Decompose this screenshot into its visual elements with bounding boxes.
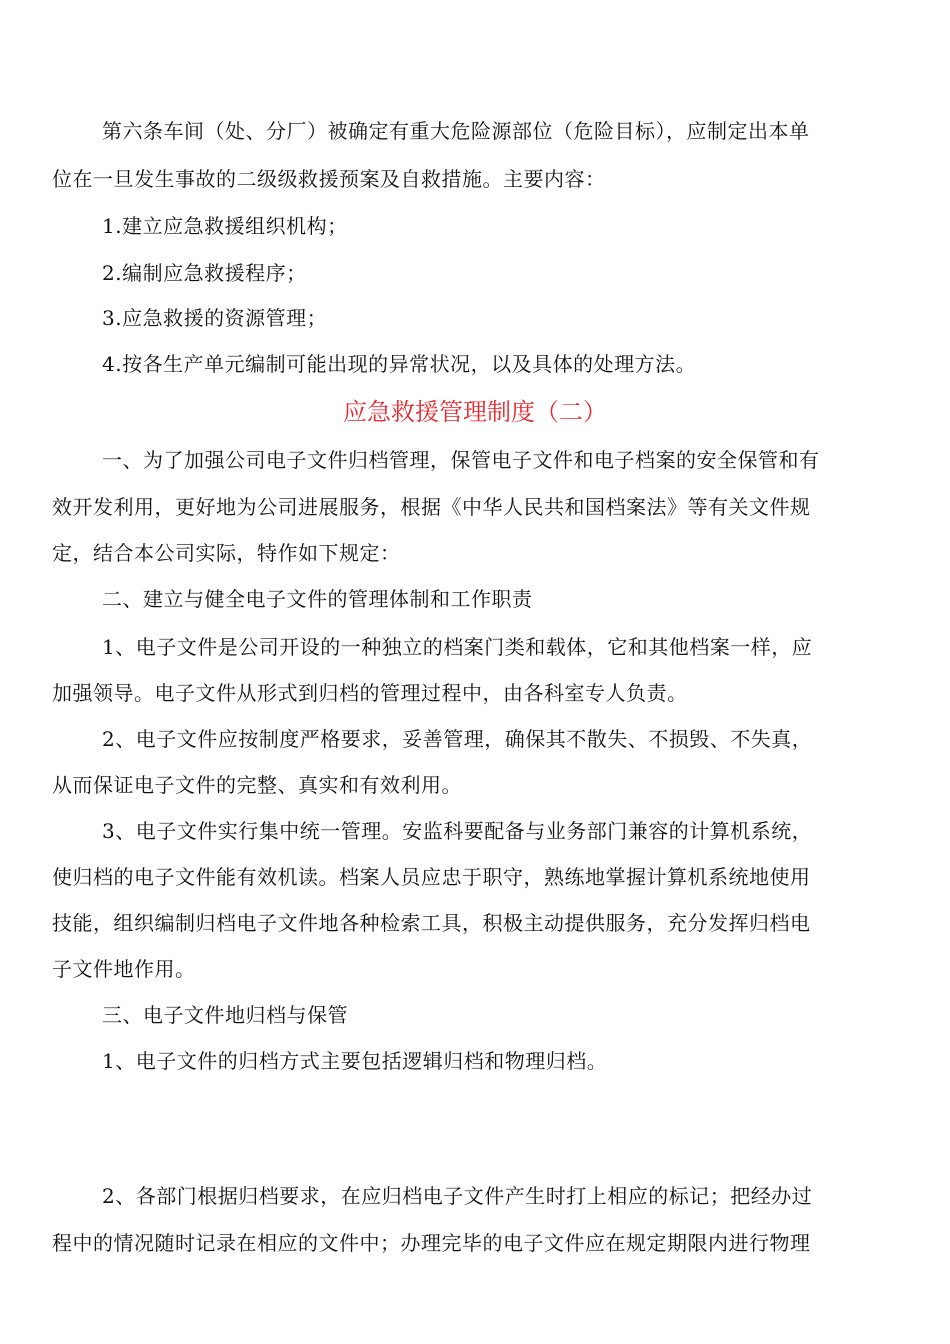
body-paragraph-line: 2、各部门根据归档要求，在应归档电子文件产生时打上相应的标记；把经办过 bbox=[102, 1184, 813, 1208]
body-paragraph-line: 一、为了加强公司电子文件归档管理，保管电子文件和电子档案的安全保管和有 bbox=[102, 448, 820, 472]
section-title: 应急救援管理制度（二） bbox=[343, 398, 607, 426]
intro-list-item: 2.编制应急救援程序； bbox=[102, 261, 307, 285]
intro-paragraph-line: 第六条车间（处、分厂）被确定有重大危险源部位（危险目标），应制定出本单 bbox=[102, 119, 810, 143]
intro-list-item: 4.按各生产单元编制可能出现的异常状况，以及具体的处理方法。 bbox=[102, 352, 697, 376]
body-paragraph-line: 子文件地作用。 bbox=[52, 957, 196, 981]
body-heading: 三、电子文件地归档与保管 bbox=[102, 1003, 348, 1027]
body-heading: 二、建立与健全电子文件的管理体制和工作职责 bbox=[102, 587, 533, 611]
body-paragraph-line: 3、电子文件实行集中统一管理。安监科要配备与业务部门兼容的计算机系统， bbox=[102, 819, 813, 843]
body-paragraph-line: 2、电子文件应按制度严格要求，妥善管理，确保其不散失、不损毁、不失真， bbox=[102, 727, 813, 751]
body-paragraph-line: 加强领导。电子文件从形式到归档的管理过程中，由各科室专人负责。 bbox=[52, 681, 688, 705]
body-paragraph-line: 定，结合本公司实际，特作如下规定： bbox=[52, 541, 401, 565]
body-paragraph-line: 1、电子文件是公司开设的一种独立的档案门类和载体，它和其他档案一样，应 bbox=[102, 635, 813, 659]
body-paragraph-line: 1、电子文件的归档方式主要包括逻辑归档和物理归档。 bbox=[102, 1049, 608, 1073]
body-paragraph-line: 效开发利用，更好地为公司进展服务，根据《中华人民共和国档案法》等有关文件规 bbox=[52, 495, 811, 519]
body-paragraph-line: 程中的情况随时记录在相应的文件中；办理完毕的电子文件应在规定期限内进行物理 bbox=[52, 1231, 811, 1255]
intro-paragraph-line: 位在一旦发生事故的二级级救援预案及自救措施。主要内容： bbox=[52, 167, 606, 191]
body-paragraph-line: 使归档的电子文件能有效机读。档案人员应忠于职守，熟练地掌握计算机系统地使用 bbox=[52, 865, 811, 889]
body-paragraph-line: 从而保证电子文件的完整、真实和有效利用。 bbox=[52, 773, 462, 797]
intro-list-item: 3.应急救援的资源管理； bbox=[102, 306, 328, 330]
body-paragraph-line: 技能，组织编制归档电子文件地各种检索工具，积极主动提供服务，充分发挥归档电 bbox=[52, 911, 811, 935]
intro-list-item: 1.建立应急救援组织机构； bbox=[102, 214, 348, 238]
